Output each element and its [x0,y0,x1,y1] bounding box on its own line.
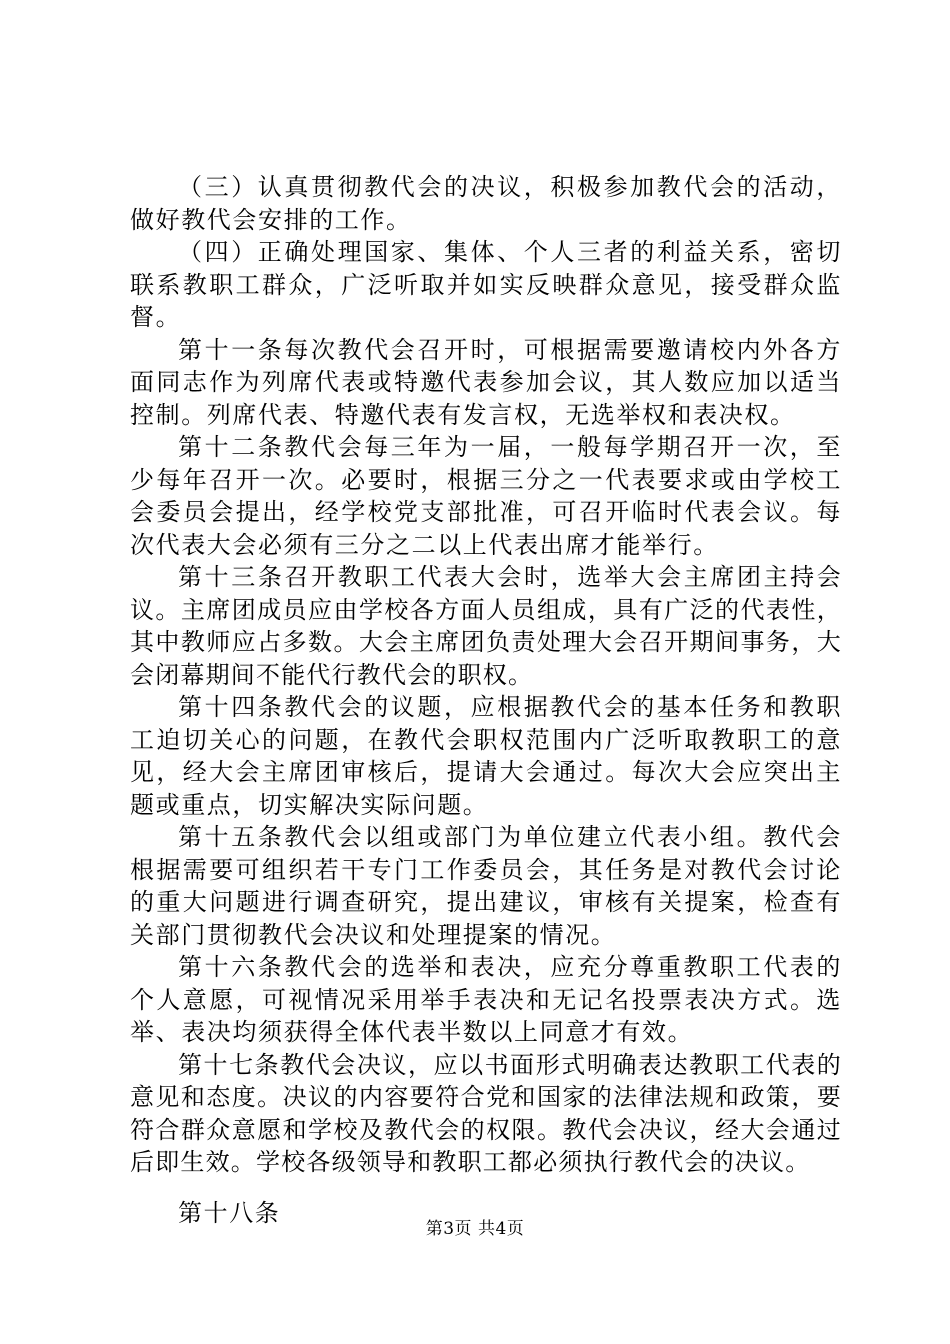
document-body [130,171,842,1229]
paragraph-4: （四）正确处理国家、集体、个人三者的利益关系，密切联系教职工群众，广泛听取并如实反映群众意见，接受群众监督。 [130,238,842,331]
page-footer: 第3页 共4页 [425,1219,525,1239]
article-13: 第十三条召开教职工代表大会时，选举大会主席团主持会议。主席团成员应由学校各方面人员组成，具有广泛的代表性，其中教师应占多数。大会主席团负责处理大会召开期间事务，大会闭幕期间不能代行教代会的职权。 [130,563,842,689]
article-17: 第十七条教代会决议，应以书面形式明确表达教职工代表的意见和态度。决议的内容要符合党和国家的法律法规和政策，要符合群众意愿和学校及教代会的权限。教代会决议，经大会通过后即生效。学校各级领导和教职工都必须执行教代会的决议。 [130,1050,842,1176]
article-15: 第十五条教代会以组或部门为单位建立代表小组。教代会根据需要可组织若干专门工作委员会，其任务是对教代会讨论的重大问题进行调查研究，提出建议，审核有关提案，检查有关部门贯彻教代会决议和处理提案的情况。 [130,823,842,949]
paragraph-3: （三）认真贯彻教代会的决议，积极参加教代会的活动，做好教代会安排的工作。 [130,173,842,234]
article-12: 第十二条教代会每三年为一届，一般每学期召开一次，至少每年召开一次。必要时，根据三分之一代表要求或由学校工会委员会提出，经学校党支部批准，可召开临时代表会议。每次代表大会必须有三分之二以上代表出席才能举行。 [130,433,842,559]
article-16: 第十六条教代会的选举和表决，应充分尊重教职工代表的个人意愿，可视情况采用举手表决和无记名投票表决方式。选举、表决均须获得全体代表半数以上同意才有效。 [130,953,842,1046]
article-18: 第十八条 [178,1198,281,1227]
article-11: 第十一条每次教代会召开时，可根据需要邀请校内外各方面同志作为列席代表或特邀代表参加会议，其人数应加以适当控制。列席代表、特邀代表有发言权，无选举权和表决权。 [130,335,842,429]
article-14: 第十四条教代会的议题，应根据教代会的基本任务和教职工迫切关心的问题，在教代会职权范围内广泛听取教职工的意见，经大会主席团审核后，提请大会通过。每次大会应突出主题或重点，切实解决实际问题。 [130,693,842,819]
